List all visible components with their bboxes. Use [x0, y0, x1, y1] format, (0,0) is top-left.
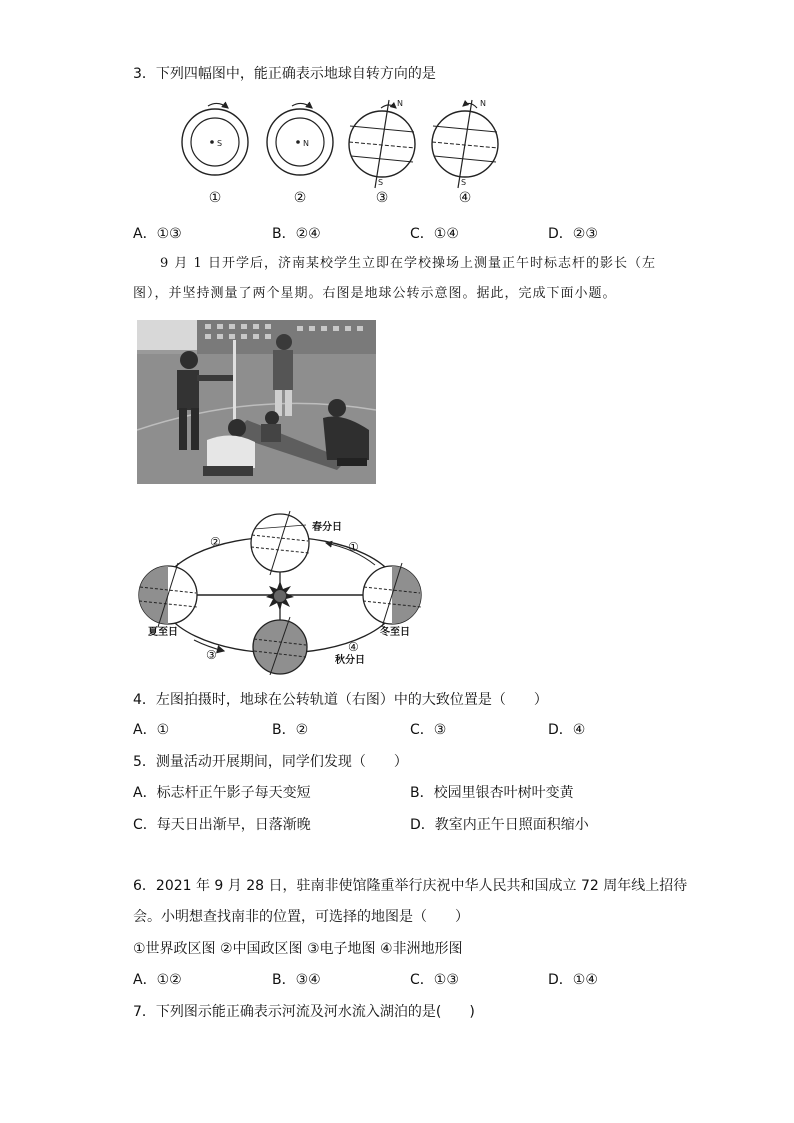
- q6-option-d: D．①④: [548, 972, 598, 988]
- q3-option-c: C．①④: [410, 226, 459, 242]
- q4-stem: 4．左图拍摄时，地球在公转轨道（右图）中的大致位置是（ ）: [133, 692, 548, 708]
- q3-figure-label-1: ①: [208, 190, 222, 206]
- q3-figure-4: [432, 99, 498, 188]
- q5-option-b: B．校园里银杏叶树叶变黄: [410, 785, 574, 801]
- orbit-position-3: ③: [206, 648, 217, 662]
- q3-figure-2: [267, 103, 333, 175]
- orbit-diagram: [130, 505, 430, 675]
- schoolyard-photo: [137, 320, 376, 484]
- svg-text:N: N: [397, 99, 403, 108]
- q4-option-c: C．③: [410, 722, 447, 738]
- q5-option-c: C．每天日出渐早，日落渐晚: [133, 817, 311, 833]
- q6-option-a: A．①②: [133, 972, 182, 988]
- q3-option-b: B．②④: [272, 226, 321, 242]
- pole-label-n: N: [303, 139, 309, 148]
- q3-figure-label-3: ③: [375, 190, 389, 206]
- q5-stem: 5．测量活动开展期间，同学们发现（ ）: [133, 754, 408, 770]
- q3-stem: 3．下列四幅图中，能正确表示地球自转方向的是: [133, 66, 436, 82]
- q4-option-a: A．①: [133, 722, 170, 738]
- orbit-position-1: ①: [348, 540, 359, 554]
- orbit-position-4: ④: [348, 640, 359, 654]
- orbit-position-2: ②: [210, 535, 221, 549]
- q6-stem-line-2: 会。小明想查找南非的位置，可选择的地图是（ ）: [133, 909, 469, 925]
- q6-option-b: B．③④: [272, 972, 321, 988]
- q5-option-a: A．标志杆正午影子每天变短: [133, 785, 311, 801]
- svg-text:S: S: [461, 178, 467, 187]
- label-winter: 冬至日: [380, 627, 410, 638]
- q3-option-d: D．②③: [548, 226, 598, 242]
- q3-figure-1: [182, 103, 248, 175]
- q3-figure-3: [349, 99, 415, 188]
- earth-winter: [363, 563, 421, 627]
- pole-label-s: S: [217, 139, 223, 148]
- earth-summer: [139, 563, 197, 627]
- q6-stem-line-1: 6．2021 年 9 月 28 日，驻南非使馆隆重举行庆祝中华人民共和国成立 72 周年线上招待: [133, 878, 688, 894]
- q3-figures: [170, 96, 510, 191]
- label-autumn: 秋分日: [335, 655, 365, 666]
- q3-figure-label-4: ④: [458, 190, 472, 206]
- q5-option-d: D．教室内正午日照面积缩小: [410, 817, 589, 833]
- label-summer: 夏至日: [148, 627, 178, 638]
- sun-icon: [266, 581, 294, 611]
- q3-figure-label-2: ②: [293, 190, 307, 206]
- q4-option-d: D．④: [548, 722, 586, 738]
- q3-option-a: A．①③: [133, 226, 182, 242]
- label-spring: 春分日: [312, 522, 342, 533]
- passage-line-1: 9 月 1 日开学后，济南某校学生立即在学校操场上测量正午时标志杆的影长（左: [160, 256, 656, 271]
- q6-option-c: C．①③: [410, 972, 459, 988]
- q7-stem: 7．下列图示能正确表示河流及河水流入湖泊的是( ): [133, 1004, 475, 1020]
- q4-option-b: B．②: [272, 722, 309, 738]
- q6-choices: ①世界政区图 ②中国政区图 ③电子地图 ④非洲地形图: [133, 941, 463, 957]
- svg-text:S: S: [378, 178, 384, 187]
- svg-text:N: N: [480, 99, 486, 108]
- earth-autumn: [253, 617, 307, 675]
- earth-spring: [251, 511, 309, 575]
- passage-line-2: 图），并坚持测量了两个星期。右图是地球公转示意图。据此，完成下面小题。: [133, 286, 617, 301]
